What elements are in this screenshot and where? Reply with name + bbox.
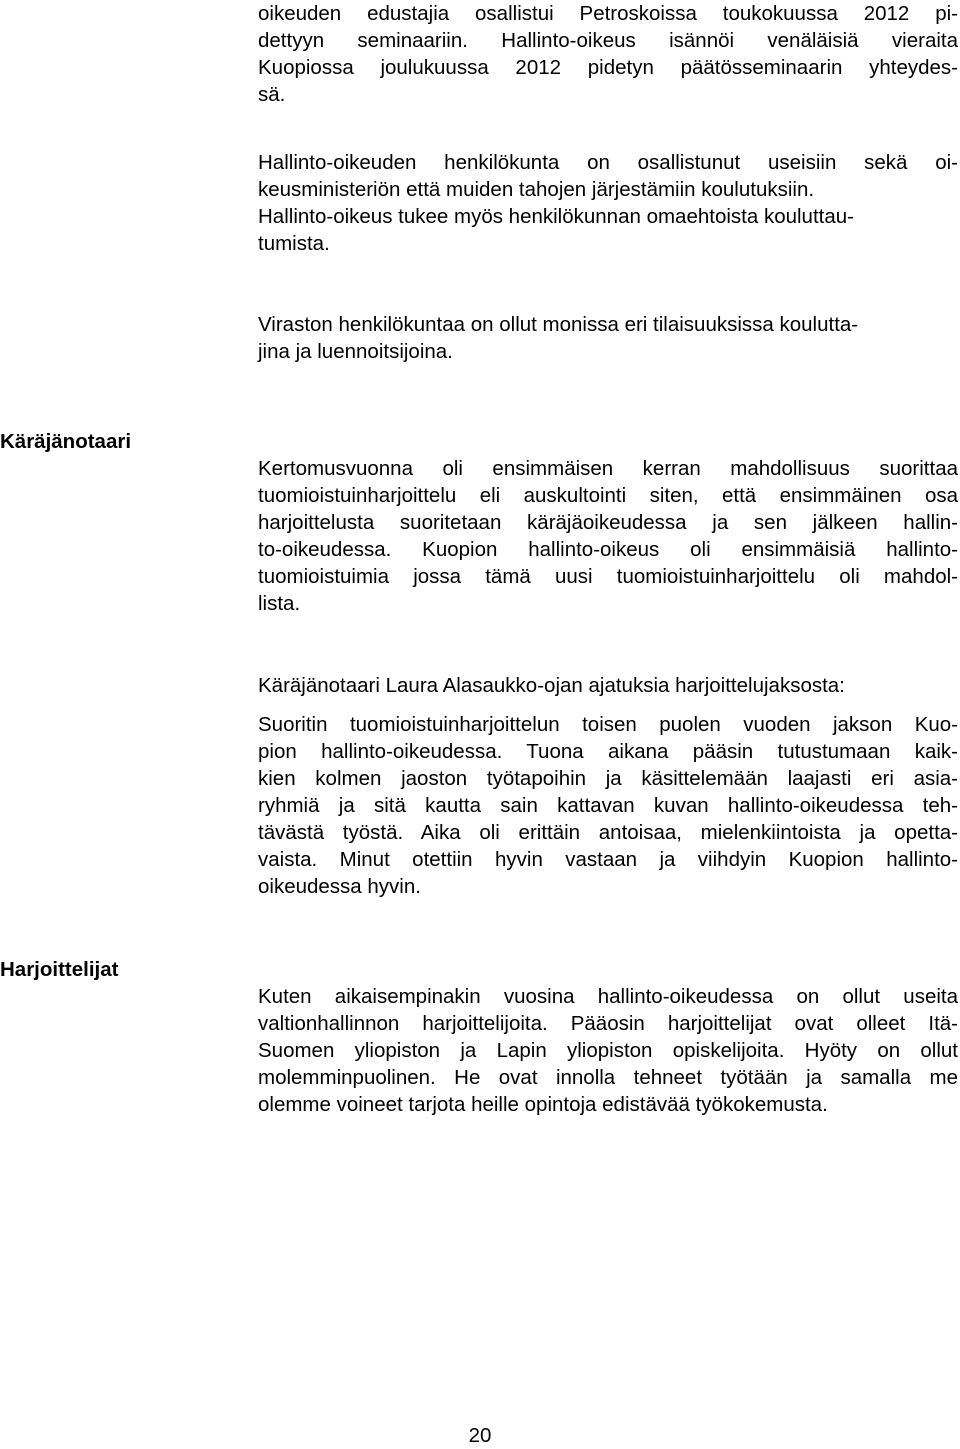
text-line: olemme voineet tarjota heille opintoja edistävää työkokemusta. xyxy=(258,1093,828,1116)
text-line: Kertomusvuonna oli ensimmäisen kerran mahdollisuus suorittaa xyxy=(258,457,958,480)
text-line: molemminpuolinen. He ovat innolla tehneet työtään ja samalla me xyxy=(258,1066,958,1089)
text-line: Hallinto-oikeus tukee myös henkilökunnan omaehtoista kouluttau- xyxy=(258,205,854,228)
text-line: vaista. Minut otettiin hyvin vastaan ja viihdyin Kuopion hallinto- xyxy=(258,848,958,871)
text-line: oikeudessa hyvin. xyxy=(258,875,421,898)
text-line: Viraston henkilökuntaa on ollut monissa eri tilaisuuksissa koulutta- xyxy=(258,313,859,336)
text-line: keusministeriön että muiden tahojen järjestämiin koulutuksiin. xyxy=(258,178,815,201)
text-line: jina ja luennoitsijoina. xyxy=(258,340,453,363)
text-line: Hallinto-oikeuden henkilökunta on osallistunut useisiin sekä oi- xyxy=(258,151,958,174)
text-line: Suoritin tuomioistuinharjoittelun toisen puolen vuoden jakson Kuo- xyxy=(258,713,958,736)
text-line: Suomen yliopiston ja Lapin yliopiston opiskelijoita. Hyöty on ollut xyxy=(258,1039,958,1062)
section-heading: Käräjänotaari xyxy=(0,430,132,453)
text-line: valtionhallinnon harjoittelijoita. Pääosin harjoittelijat ovat olleet Itä- xyxy=(258,1012,958,1035)
page-number: 20 xyxy=(468,1424,492,1447)
text-line: sä. xyxy=(258,83,286,106)
text-line: tuomioistuimia jossa tämä uusi tuomioistuinharjoittelu oli mahdol- xyxy=(258,565,958,588)
section-heading: Harjoittelijat xyxy=(0,958,119,981)
text-line: to-oikeudessa. Kuopion hallinto-oikeus oli ensimmäisiä hallinto- xyxy=(258,538,958,561)
quote-intro: Käräjänotaari Laura Alasaukko-ojan ajatuksia harjoittelujaksosta: xyxy=(258,674,845,697)
text-line: harjoittelusta suoritetaan käräjäoikeudessa ja sen jälkeen hallin- xyxy=(258,511,958,534)
text-line: tävästä työstä. Aika oli erittäin antoisaa, mielenkiintoista ja opetta- xyxy=(258,821,958,844)
text-line: Kuten aikaisempinakin vuosina hallinto-oikeudessa on ollut useita xyxy=(258,985,958,1008)
text-line: tuomioistuinharjoittelu eli auskultointi siten, että ensimmäinen osa xyxy=(258,484,958,507)
text-line: Kuopiossa joulukuussa 2012 pidetyn päätösseminaarin yhteydes- xyxy=(258,56,958,79)
text-line: ryhmiä ja sitä kautta sain kattavan kuvan hallinto-oikeudessa teh- xyxy=(258,794,958,817)
text-line: lista. xyxy=(258,592,301,615)
text-line: tumista. xyxy=(258,232,330,255)
text-line: oikeuden edustajia osallistui Petroskoissa toukokuussa 2012 pi- xyxy=(258,2,958,25)
text-line: pion hallinto-oikeudessa. Tuona aikana pääsin tutustumaan kaik- xyxy=(258,740,958,763)
text-line: dettyyn seminaariin. Hallinto-oikeus isännöi venäläisiä vieraita xyxy=(258,29,958,52)
text-line: kien kolmen jaoston työtapoihin ja käsittelemään laajasti eri asia- xyxy=(258,767,958,790)
